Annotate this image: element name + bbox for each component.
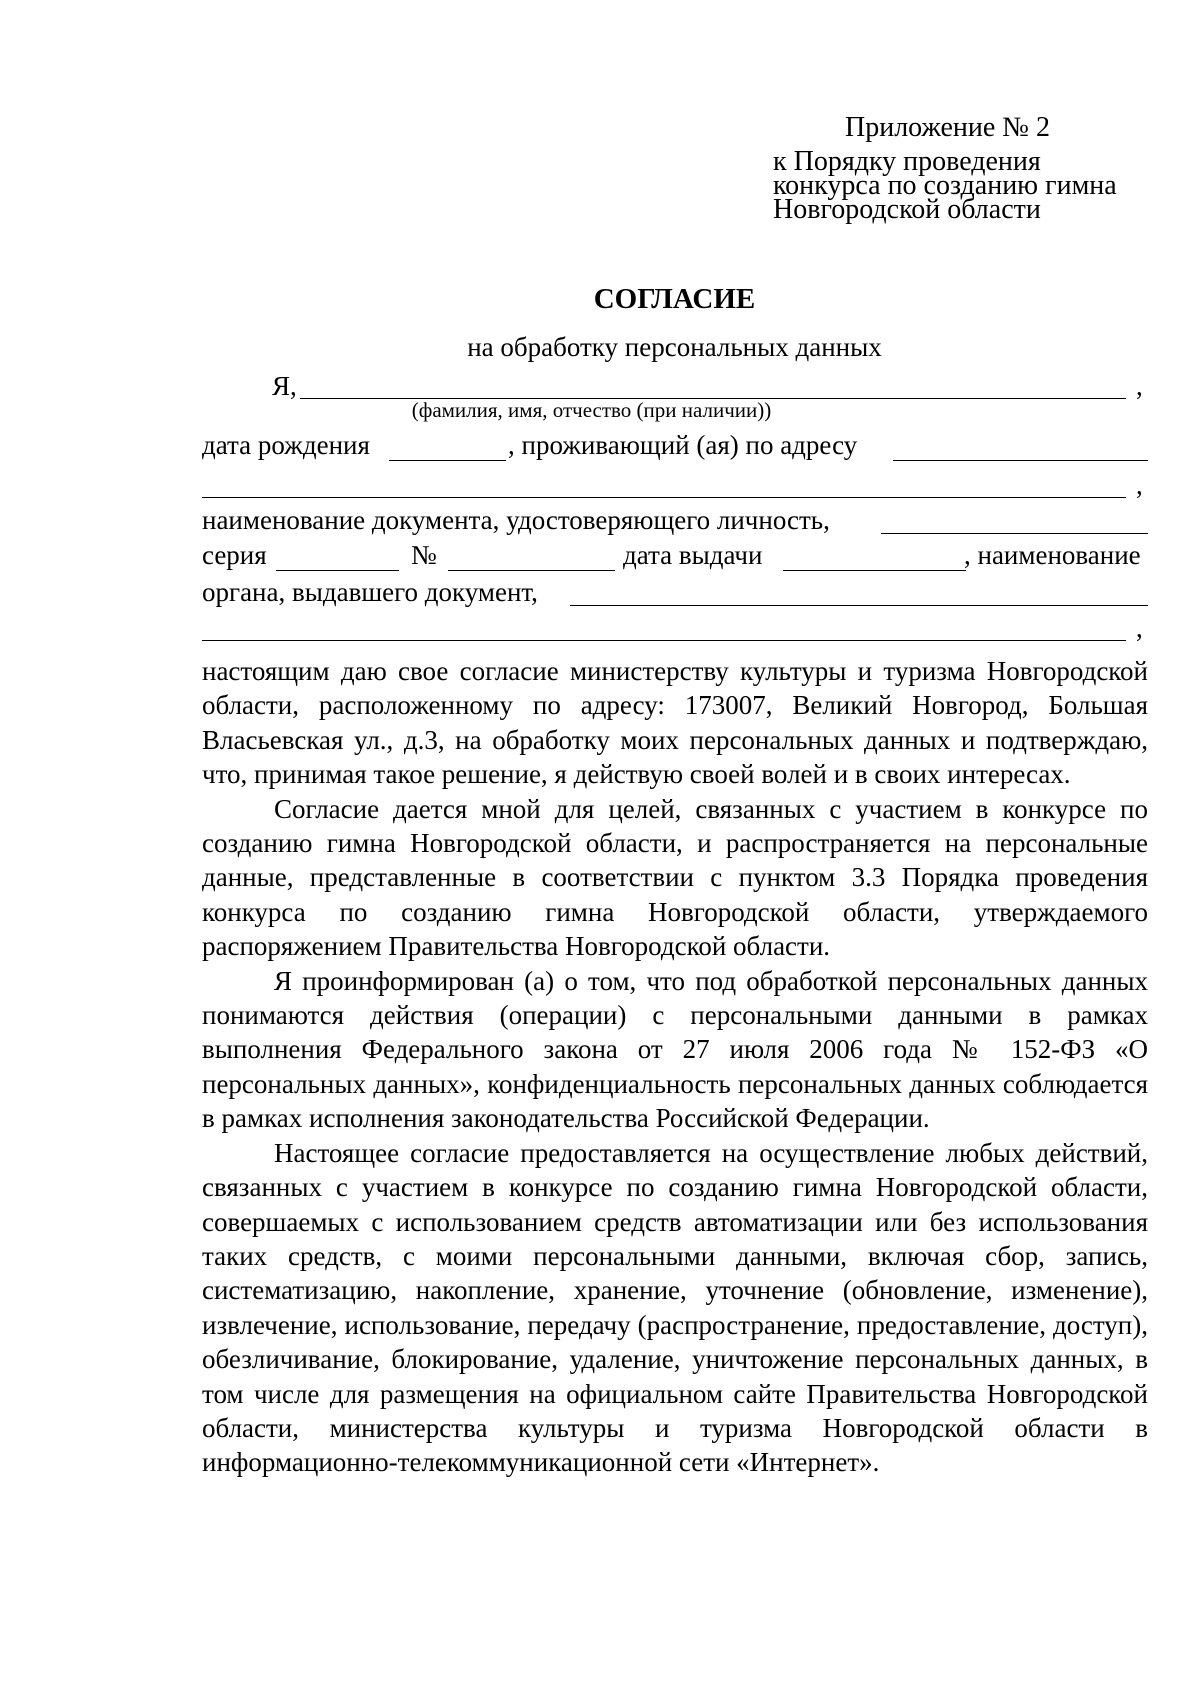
document-number-field[interactable] <box>448 570 615 571</box>
birth-date-field[interactable] <box>389 460 506 461</box>
appendix-line: Новгородской области <box>773 194 1041 225</box>
document-title: СОГЛАСИЕ <box>593 283 756 315</box>
issue-date-label: дата выдачи <box>623 540 763 570</box>
birth-date-label: дата рождения <box>202 430 370 460</box>
appendix-number: Приложение № 2 <box>845 112 1050 143</box>
consent-body <box>202 654 1148 1480</box>
id-document-label: наименование документа, удостоверяющего личность, <box>202 505 830 535</box>
issuer-field[interactable] <box>570 605 1148 606</box>
consent-paragraph: Настоящее согласие предоставляется на осуществление любых действий, связанных с участием в конкурсе по созданию гимна Новгородской области, совершаемых с использованием средств автоматизации или без использования таких средств, с моими персональными данными, включая сбор, запись, систематизацию, накопление, хранение, уточнение (обновление, изменение), извлечение, использование, передачу (распространение, предоставление, доступ), обезличивание, блокирование, удаление, уничтожение персональных данных, в том числе для размещения на официальном сайте Правительства Новгородской области, министерства культуры и туризма Новгородской области в информационно-телекоммуникационной сети «Интернет». <box>202 1137 1148 1478</box>
address-label: , проживающий (ая) по адресу <box>508 430 858 460</box>
issuer-continuation-field[interactable] <box>202 640 1126 641</box>
address-field[interactable] <box>893 460 1148 461</box>
document-subtitle: на обработку персональных данных <box>467 332 882 362</box>
series-field[interactable] <box>276 570 399 571</box>
issuer-label: органа, выдавшего документ, <box>202 577 538 607</box>
issue-date-field[interactable] <box>783 570 966 571</box>
appendix-line: к Порядку проведения <box>773 146 1041 177</box>
issuer-name-label: , наименование <box>964 540 1141 570</box>
appendix-reference <box>773 146 1117 225</box>
id-document-field[interactable] <box>881 533 1148 534</box>
trailing-comma: , <box>1136 613 1143 643</box>
consent-paragraph: Я проинформирован (а) о том, что под обработкой персональных данных понимаются действия (операции) с персональными данными в рамках выполнения Федерального закона от 27 июля 2006 года № 152-ФЗ «О персональных данных», конфиденциальность персональных данных соблюдается в рамках исполнения законодательства Российской Федерации. <box>202 965 1148 1134</box>
series-label: серия <box>202 540 267 570</box>
trailing-comma: , <box>1136 371 1143 401</box>
i-label: Я, <box>272 371 297 401</box>
consent-paragraph: настоящим даю свое согласие министерству культуры и туризма Новгородской области, расположенному по адресу: 173007, Великий Новгород, Большая Власьевская ул., д.3, на обработку моих персональных данных и подтверждаю, что, принимая такое решение, я действую своей волей и в своих интересах. <box>202 656 1148 790</box>
full-name-caption: (фамилия, имя, отчество (при наличии)) <box>411 398 772 422</box>
number-label: № <box>411 540 437 570</box>
consent-paragraph: Согласие дается мной для целей, связанных с участием в конкурсе по созданию гимна Новгородской области, и распространяется на персональные данные, представленные в соответствии с пунктом 3.3 Порядка проведения конкурса по созданию гимна Новгородской области, утверждаемого распоряжением Правительства Новгородской области. <box>202 793 1148 962</box>
trailing-comma: , <box>1136 470 1143 500</box>
address-continuation-field[interactable] <box>202 497 1126 498</box>
appendix-line: конкурса по созданию гимна <box>773 170 1117 201</box>
